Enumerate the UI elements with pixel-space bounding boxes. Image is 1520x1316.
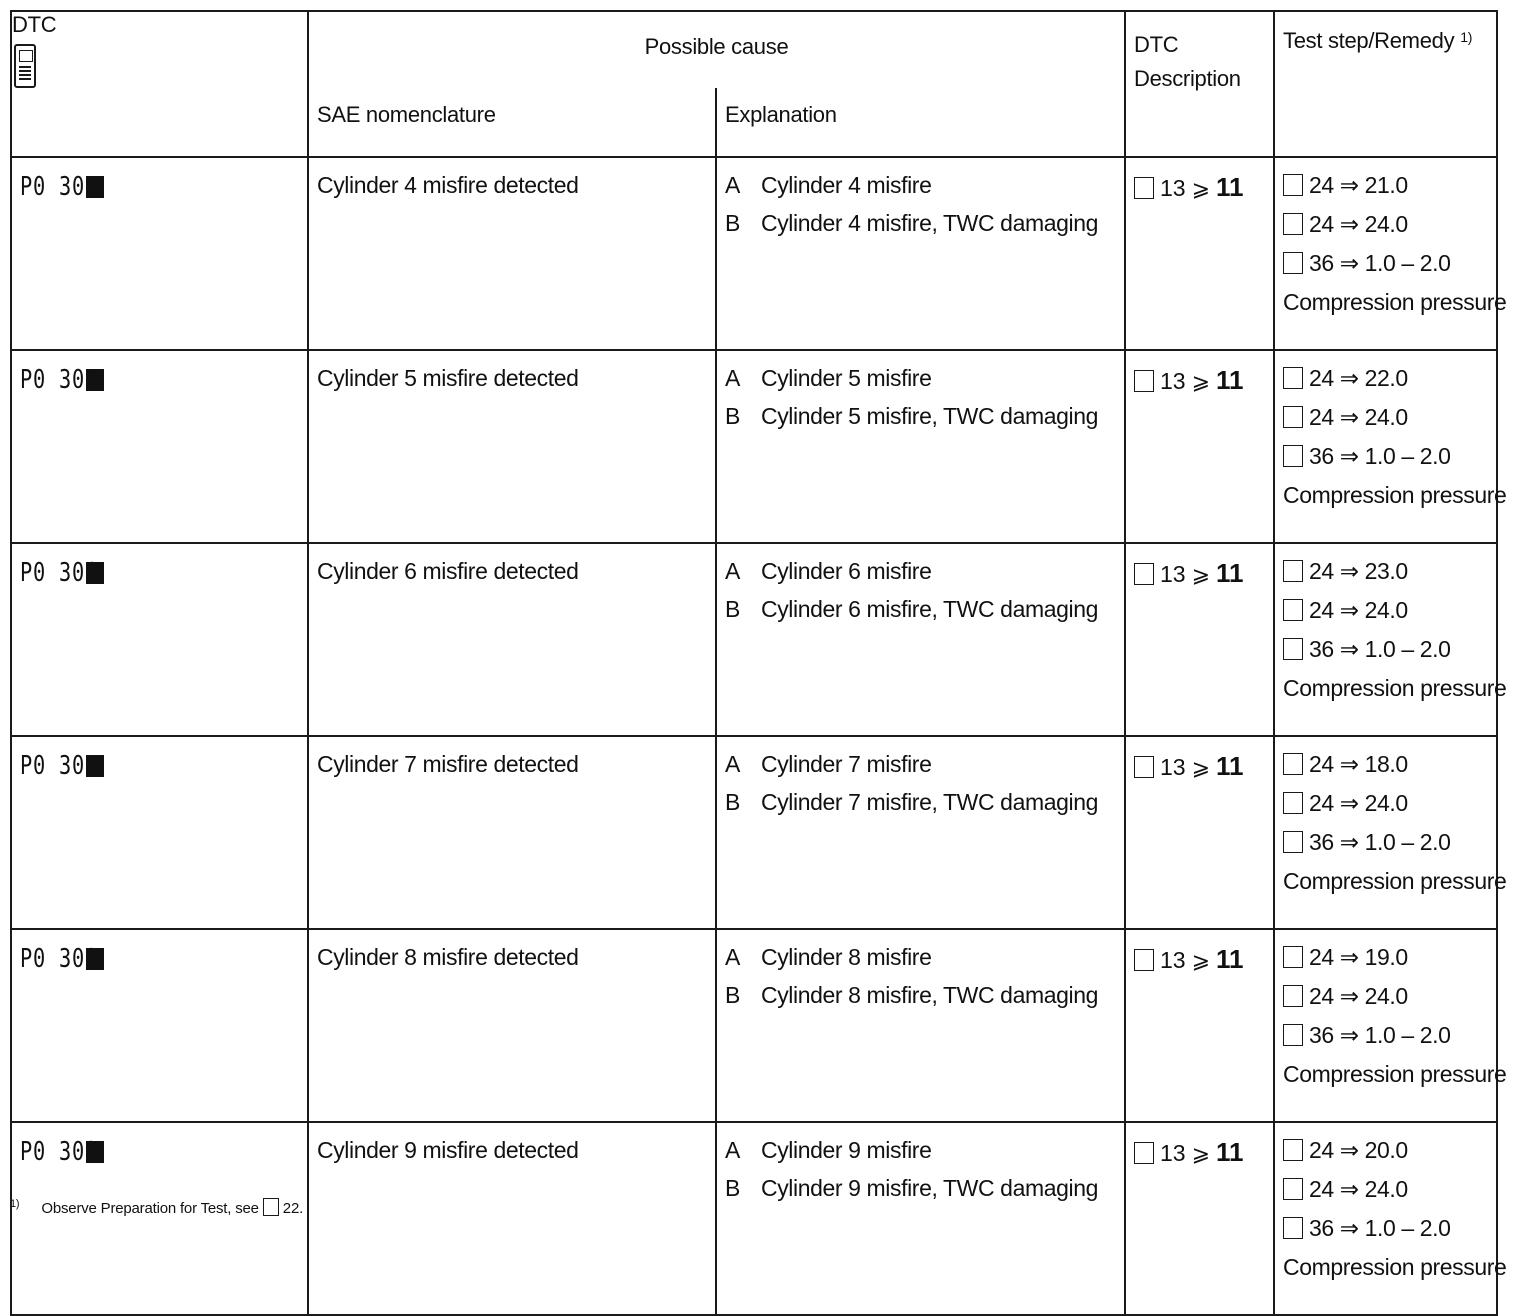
test-step-text: 24 ⇒ 19.0 — [1309, 944, 1408, 970]
header-explanation — [716, 88, 1125, 157]
reference-box-icon — [263, 1198, 279, 1216]
explanation-line-a — [725, 558, 1124, 596]
explanation-text-b: Cylinder 4 misfire, TWC damaging — [761, 210, 1098, 236]
test-step-text: 24 ⇒ 20.0 — [1309, 1137, 1408, 1163]
test-step-text: 24 ⇒ 22.0 — [1309, 365, 1408, 391]
explanation-letter-b: B — [725, 982, 740, 1008]
reference-box-icon — [1283, 560, 1303, 582]
explanation-text-a: Cylinder 4 misfire — [761, 172, 932, 198]
sae-cell — [308, 350, 716, 543]
explanation-line-b — [725, 789, 1124, 827]
explanation-text-b: Cylinder 6 misfire, TWC damaging — [761, 596, 1098, 622]
explanation-line-b — [725, 982, 1124, 1020]
dtc-code-cell — [11, 543, 308, 736]
test-step-text: 36 ⇒ 1.0 – 2.0 — [1309, 1022, 1451, 1048]
test-step-note: Compression pressure — [1283, 482, 1507, 508]
dtc-description-cell — [1125, 736, 1274, 929]
dtc-code-cell — [11, 157, 308, 350]
reference-box-icon — [1283, 213, 1303, 235]
test-step-text: 36 ⇒ 1.0 – 2.0 — [1309, 1215, 1451, 1241]
test-step-line — [1283, 1176, 1496, 1215]
description-ref: 13 — [1160, 947, 1186, 973]
reference-box-icon — [1283, 638, 1303, 660]
test-step-line — [1283, 365, 1496, 404]
test-step-line — [1283, 250, 1496, 289]
control-unit-icon — [14, 44, 36, 88]
sae-cell — [308, 929, 716, 1122]
header-dtc-description — [1125, 11, 1274, 157]
reference-box-icon — [1283, 1024, 1303, 1046]
reference-box-icon — [1283, 792, 1303, 814]
dtc-description-cell — [1125, 157, 1274, 350]
explanation-line-a — [725, 172, 1124, 210]
explanation-letter-a: A — [725, 1137, 740, 1163]
header-dtc-description-line2: Description — [1134, 66, 1241, 91]
test-step-text: 24 ⇒ 24.0 — [1309, 211, 1408, 237]
dtc-code: P0 305 — [20, 365, 98, 395]
explanation-letter-b: B — [725, 403, 740, 429]
reference-box-icon — [1283, 985, 1303, 1007]
explanation-cell — [716, 929, 1125, 1122]
reference-box-icon — [1283, 599, 1303, 621]
test-step-note: Compression pressure — [1283, 1254, 1507, 1280]
test-step-text: 24 ⇒ 24.0 — [1309, 790, 1408, 816]
footnote-text: Observe Preparation for Test, see — [41, 1200, 259, 1217]
dtc-code-cell — [11, 350, 308, 543]
reference-box-icon — [1283, 831, 1303, 853]
table-row — [11, 157, 1497, 350]
reference-box-icon — [1283, 367, 1303, 389]
test-step-cell — [1274, 543, 1507, 736]
description-ref: 13 — [1160, 368, 1186, 394]
explanation-cell — [716, 543, 1125, 736]
test-step-line — [1283, 983, 1496, 1022]
test-step-text: 36 ⇒ 1.0 – 2.0 — [1309, 829, 1451, 855]
dtc-description-cell — [1125, 929, 1274, 1122]
reference-box-icon — [1283, 946, 1303, 968]
test-step-text: 24 ⇒ 24.0 — [1309, 983, 1408, 1009]
header-possible-cause-label: Possible cause — [644, 34, 789, 59]
sae-nomenclature-text: Cylinder 9 misfire detected — [317, 1137, 579, 1163]
sae-nomenclature-text: Cylinder 8 misfire detected — [317, 944, 579, 970]
test-step-note: Compression pressure — [1283, 289, 1507, 315]
description-ref: 13 — [1160, 175, 1186, 201]
dtc-table — [10, 10, 1507, 1316]
explanation-cell — [716, 157, 1125, 350]
table-row — [11, 350, 1497, 543]
explanation-letter-a: A — [725, 172, 740, 198]
reference-box-icon — [1283, 174, 1303, 196]
reference-box-icon — [1283, 1139, 1303, 1161]
dtc-description-cell — [1125, 350, 1274, 543]
test-step-text: 36 ⇒ 1.0 – 2.0 — [1309, 250, 1451, 276]
much-greater-icon: ⩾ — [1191, 948, 1211, 973]
header-dtc-description-line1: DTC — [1134, 32, 1179, 57]
test-step-cell — [1274, 736, 1507, 929]
explanation-cell — [716, 350, 1125, 543]
test-step-line — [1283, 944, 1496, 983]
reference-box-icon — [1283, 406, 1303, 428]
description-target: 11 — [1216, 1137, 1244, 1167]
test-step-line — [1283, 790, 1496, 829]
sae-nomenclature-text: Cylinder 4 misfire detected — [317, 172, 579, 198]
test-step-cell — [1274, 929, 1507, 1122]
header-test-step-footnote: 1) — [1460, 29, 1473, 45]
sae-nomenclature-text: Cylinder 6 misfire detected — [317, 558, 579, 584]
test-step-cell — [1274, 1122, 1507, 1315]
test-step-text: 24 ⇒ 24.0 — [1309, 1176, 1408, 1202]
test-step-note: Compression pressure — [1283, 1061, 1507, 1087]
description-ref: 13 — [1160, 561, 1186, 587]
reference-box-icon — [1283, 1217, 1303, 1239]
explanation-letter-a: A — [725, 558, 740, 584]
explanation-cell — [716, 736, 1125, 929]
explanation-line-a — [725, 944, 1124, 982]
reference-box-icon — [1134, 1142, 1154, 1164]
dtc-code: P0 309 — [20, 1137, 98, 1167]
explanation-letter-b: B — [725, 1175, 740, 1201]
reference-box-icon — [1283, 445, 1303, 467]
test-step-line — [1283, 443, 1496, 482]
test-step-text: 36 ⇒ 1.0 – 2.0 — [1309, 636, 1451, 662]
description-target: 11 — [1216, 751, 1244, 781]
reference-box-icon — [1134, 370, 1154, 392]
test-step-note: Compression pressure — [1283, 868, 1507, 894]
footnote-ref: 22. — [282, 1200, 304, 1217]
dtc-code: P0 306 — [20, 558, 98, 588]
reference-box-icon — [1134, 177, 1154, 199]
explanation-cell — [716, 1122, 1125, 1315]
much-greater-icon: ⩾ — [1191, 369, 1211, 394]
dtc-description-cell — [1125, 543, 1274, 736]
test-step-line — [1283, 211, 1496, 250]
test-step-text: 24 ⇒ 24.0 — [1309, 404, 1408, 430]
explanation-line-a — [725, 751, 1124, 789]
header-test-step-label: Test step/Remedy — [1283, 28, 1455, 53]
dtc-code-cell — [11, 1122, 308, 1315]
explanation-line-b — [725, 596, 1124, 634]
explanation-letter-b: B — [725, 789, 740, 815]
table-row — [11, 929, 1497, 1122]
dtc-description-cell — [1125, 1122, 1274, 1315]
test-step-cell — [1274, 350, 1507, 543]
test-step-line — [1283, 172, 1496, 211]
dtc-code-cell — [11, 736, 308, 929]
explanation-text-a: Cylinder 8 misfire — [761, 944, 932, 970]
explanation-letter-a: A — [725, 751, 740, 777]
footnote-mark: 1) — [10, 1198, 20, 1210]
test-step-line — [1283, 829, 1496, 868]
reference-box-icon — [1283, 753, 1303, 775]
description-target: 11 — [1216, 944, 1244, 974]
test-step-line — [1283, 1215, 1496, 1254]
reference-box-icon — [1134, 563, 1154, 585]
description-target: 11 — [1216, 558, 1244, 588]
explanation-letter-a: A — [725, 365, 740, 391]
sae-cell — [308, 736, 716, 929]
reference-box-icon — [1134, 756, 1154, 778]
test-step-line — [1283, 1137, 1496, 1176]
table-row — [11, 736, 1497, 929]
explanation-text-a: Cylinder 9 misfire — [761, 1137, 932, 1163]
explanation-text-b: Cylinder 7 misfire, TWC damaging — [761, 789, 1098, 815]
test-step-cell — [1274, 157, 1507, 350]
test-step-line — [1283, 1022, 1496, 1061]
test-step-text: 36 ⇒ 1.0 – 2.0 — [1309, 443, 1451, 469]
dtc-code: P0 307 — [20, 751, 98, 781]
test-step-text: 24 ⇒ 18.0 — [1309, 751, 1408, 777]
explanation-text-b: Cylinder 8 misfire, TWC damaging — [761, 982, 1098, 1008]
test-step-line — [1283, 558, 1496, 597]
explanation-text-b: Cylinder 5 misfire, TWC damaging — [761, 403, 1098, 429]
sae-cell — [308, 1122, 716, 1315]
sae-nomenclature-text: Cylinder 7 misfire detected — [317, 751, 579, 777]
test-step-text: 24 ⇒ 24.0 — [1309, 597, 1408, 623]
dtc-code: P0 304 — [20, 172, 98, 202]
much-greater-icon: ⩾ — [1191, 562, 1211, 587]
header-explanation-label: Explanation — [725, 102, 837, 127]
much-greater-icon: ⩾ — [1191, 176, 1211, 201]
table-row — [11, 1122, 1497, 1315]
header-test-step — [1274, 11, 1497, 157]
reference-box-icon — [1134, 949, 1154, 971]
explanation-letter-a: A — [725, 944, 740, 970]
explanation-text-b: Cylinder 9 misfire, TWC damaging — [761, 1175, 1098, 1201]
description-target: 11 — [1216, 365, 1244, 395]
test-step-text: 24 ⇒ 21.0 — [1309, 172, 1408, 198]
reference-box-icon — [1283, 1178, 1303, 1200]
explanation-line-b — [725, 210, 1124, 248]
sae-cell — [308, 543, 716, 736]
test-step-line — [1283, 751, 1496, 790]
explanation-letter-b: B — [725, 210, 740, 236]
much-greater-icon: ⩾ — [1191, 755, 1211, 780]
dtc-code: P0 308 — [20, 944, 98, 974]
header-sae-nomenclature — [308, 88, 716, 157]
description-ref: 13 — [1160, 754, 1186, 780]
header-dtc-label: DTC — [12, 12, 57, 37]
dtc-code-cell — [11, 929, 308, 1122]
header-sae-nomenclature-label: SAE nomenclature — [317, 102, 496, 127]
test-step-line — [1283, 404, 1496, 443]
explanation-letter-b: B — [725, 596, 740, 622]
header-possible-cause — [308, 11, 1125, 88]
test-step-line — [1283, 636, 1496, 675]
footnote — [10, 1198, 303, 1217]
test-step-text: 24 ⇒ 23.0 — [1309, 558, 1408, 584]
much-greater-icon: ⩾ — [1191, 1141, 1211, 1166]
explanation-line-b — [725, 403, 1124, 441]
description-ref: 13 — [1160, 1140, 1186, 1166]
sae-cell — [308, 157, 716, 350]
test-step-note: Compression pressure — [1283, 675, 1507, 701]
explanation-text-a: Cylinder 6 misfire — [761, 558, 932, 584]
reference-box-icon — [1283, 252, 1303, 274]
explanation-text-a: Cylinder 7 misfire — [761, 751, 932, 777]
test-step-line — [1283, 597, 1496, 636]
description-target: 11 — [1216, 172, 1244, 202]
explanation-line-b — [725, 1175, 1124, 1213]
explanation-line-a — [725, 1137, 1124, 1175]
table-row — [11, 543, 1497, 736]
header-dtc — [11, 11, 308, 157]
sae-nomenclature-text: Cylinder 5 misfire detected — [317, 365, 579, 391]
explanation-text-a: Cylinder 5 misfire — [761, 365, 932, 391]
explanation-line-a — [725, 365, 1124, 403]
